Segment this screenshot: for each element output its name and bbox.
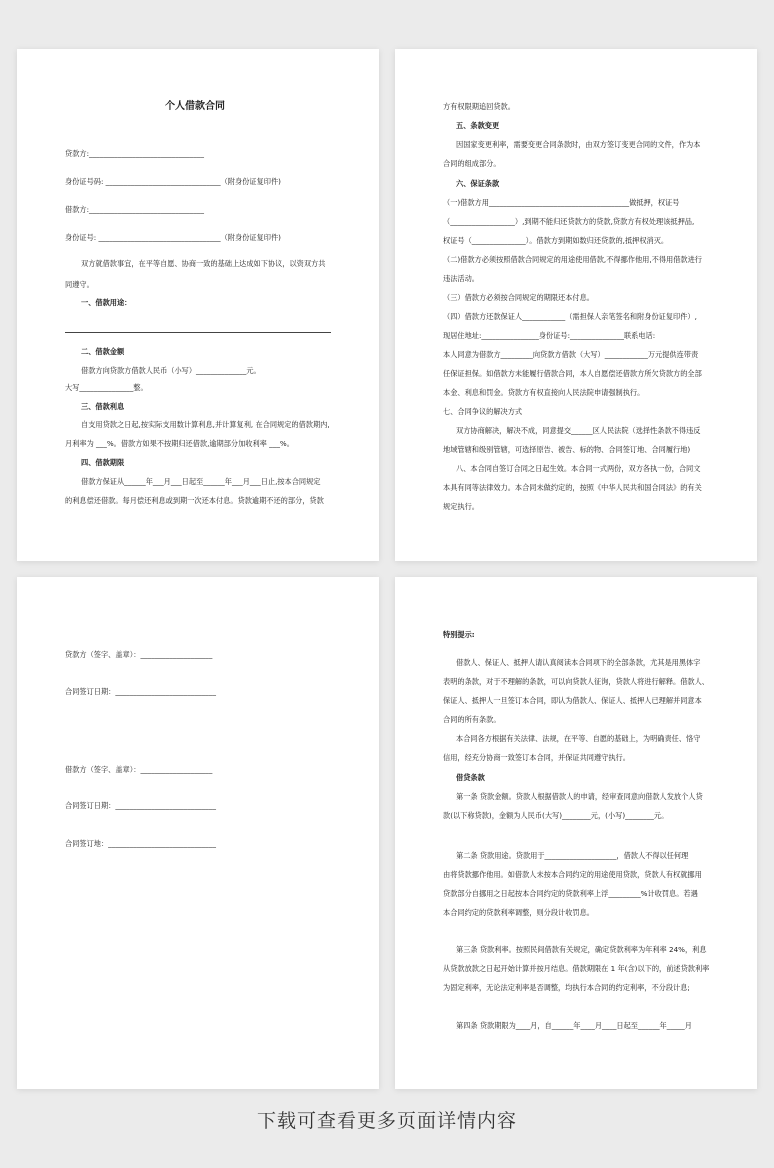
text-line: 为固定利率，无论法定利率是否调整，均执行本合同的约定利率，不分段计息; — [443, 983, 690, 992]
text-line: （__________________）,到期不能归还贷款方的贷款,贷款方有权处理该抵押品, — [443, 217, 695, 226]
section-heading: 三、借款利息 — [81, 402, 125, 411]
text-line: 身份证号: __________________________________（附身份证复印件) — [65, 233, 281, 242]
section-heading: 五、条款变更 — [456, 121, 500, 130]
text-line: 款(以下称贷款)，金额为人民币(大写)________元，(小写)________元。 — [443, 811, 669, 820]
text-line: 贷款方:________________________________ — [65, 149, 204, 158]
section-heading: 特别提示: — [443, 630, 475, 639]
text-line: 借款方向贷款方借款人民币（小写）______________元。 — [81, 366, 261, 375]
text-line: 地域管辖和级别管辖，可选择原告、被告、标的物、合同签订地、合同履行地) — [443, 445, 691, 454]
text-line: 借款方保证从______年___月___日起至______年___月___日止,按本合同规定 — [81, 477, 321, 486]
contract-page-4 — [395, 577, 757, 1089]
signature-line: 借款方（签字、盖章）：____________________ — [65, 765, 213, 774]
text-line: 本人同意为借款方_________向贷款方借款（大写）____________万元提供连带责 — [443, 350, 699, 359]
text-line: 规定执行。 — [443, 502, 479, 511]
text-line: 合同的组成部分。 — [443, 159, 501, 168]
text-line: 因国家变更利率，需要变更合同条款时，由双方签订变更合同的文件，作为本 — [456, 140, 701, 149]
text-line: 借款方:________________________________ — [65, 205, 204, 214]
section-heading: 一、借款用途： — [81, 298, 132, 307]
text-line: （一)借款方用_______________________________________做抵押，权证号 — [443, 198, 680, 207]
text-line: 第一条 贷款金额。贷款人根据借款人的申请，经审查同意向借款人发放个人贷 — [456, 792, 703, 801]
section-heading: 六、保证条款 — [456, 179, 500, 188]
text-line: （四）借款方还款保证人____________（需担保人亲笔签名和附身份证复印件）, — [443, 312, 697, 321]
text-line: 合同的所有条款。 — [443, 715, 501, 724]
text-line: 方有权限期追回贷款。 — [443, 102, 515, 111]
text-line: 从贷款放款之日起开始计算并按月结息。借款期限在 1 年(含)以下的，前述贷款利率 — [443, 964, 710, 973]
section-heading: 七、合同争议的解决方式 — [443, 407, 523, 416]
text-line: 由将贷款挪作他用。如借款人未按本合同约定的用途使用贷款，贷款人有权就挪用 — [443, 870, 702, 879]
contract-page-1 — [17, 49, 379, 561]
text-line: 自支用贷款之日起,按实际支用数计算利息,并计算复利, 在合同规定的借款期内, — [81, 420, 330, 429]
text-line: 身份证号码: ________________________________（附身份证复印件) — [65, 177, 281, 186]
text-line: 本合同约定的贷款利率调整，则分段计收罚息。 — [443, 908, 594, 917]
text-line: 违法活动。 — [443, 274, 479, 283]
text-line: 第四条 贷款期限为____月，自______年____月____日起至______年_____月 — [456, 1021, 692, 1030]
text-line: 保证人、抵押人一旦签订本合同，即认为借款人、保证人、抵押人已理解并同意本 — [443, 696, 702, 705]
text-line: 的利息偿还借款。每月偿还利息或到期一次还本付息。贷款逾期不还的部分，贷款 — [65, 496, 324, 505]
page-title: 个人借款合同 — [165, 101, 225, 112]
contract-page-2 — [395, 49, 757, 561]
text-line: 同遵守。 — [65, 280, 94, 289]
text-line: 本具有同等法律效力。本合同未做约定的，按照《中华人民共和国合同法》的有关 — [443, 483, 702, 492]
text-line: 任保证担保。如借款方未能履行借款合同，本人自愿偿还借款方所欠贷款方的全部 — [443, 369, 702, 378]
text-line: 本合同各方根据有关法律、法规，在平等、自愿的基础上，为明确责任、恪守 — [456, 734, 701, 743]
text-line: （三）借款方必须按合同规定的期限还本付息。 — [443, 293, 594, 302]
text-line: 现居住地址:________________身份证号:_______________联系电话: — [443, 331, 656, 340]
signature-line: 贷款方（签字、盖章）：____________________ — [65, 650, 213, 659]
text-line: 权证号（_______________）。借款方到期如数归还贷款的,抵押权消灭。 — [443, 236, 669, 245]
section-heading: 借贷条款 — [456, 773, 485, 782]
download-prompt: 下载可查看更多页面详情内容 — [256, 1110, 517, 1132]
text-line: 第三条 贷款利率。按照民间借款有关规定，确定贷款利率为年利率 24%，利息 — [456, 945, 707, 954]
text-line: 本金、利息和罚金。贷款方有权直接向人民法院申请强制执行。 — [443, 388, 645, 397]
text-line: 八、本合同自签订合同之日起生效。本合同一式两份，双方各执一份，合同文 — [456, 464, 701, 473]
text-line: 表明的条款，对于不理解的条款，可以向贷款人征询，贷款人将进行解释。借款人、 — [443, 677, 709, 686]
text-line: 月利率为 ___%。借款方如果不按期归还借款,逾期部分加收利率 ___%。 — [65, 439, 294, 448]
text-line: 信用，经充分协商一致签订本合同，并保证共同遵守执行。 — [443, 753, 630, 762]
text-line: （二)借款方必须按照借款合同规定的用途使用借款,不得挪作他用,不得用借款进行 — [443, 255, 702, 264]
blank-line — [65, 332, 331, 333]
section-heading: 四、借款期限 — [81, 458, 125, 467]
text-line: 双方协商解决，解决不成，同意提交______区人民法院（选择性条款不得违反 — [456, 426, 701, 435]
contract-page-3 — [17, 577, 379, 1089]
text-line: 双方就借款事宜，在平等自愿、协商一致的基础上达成如下协议，以资双方共 — [81, 259, 326, 268]
text-line: 借款人、保证人、抵押人请认真阅读本合同项下的全部条款，尤其是用黑体字 — [456, 658, 701, 667]
text-line: 第二条 贷款用途。贷款用于____________________，借款人不得以任何理 — [456, 851, 689, 860]
signature-line: 合同签订日期：____________________________ — [65, 687, 216, 696]
signature-line: 合同签订地：______________________________ — [65, 839, 216, 848]
signature-line: 合同签订日期：____________________________ — [65, 801, 216, 810]
section-heading: 二、借款金额 — [81, 347, 125, 356]
text-line: 大写_______________整。 — [65, 383, 148, 392]
text-line: 贷款部分自挪用之日起按本合同约定的贷款利率上浮_________%计收罚息。若遇 — [443, 889, 698, 898]
